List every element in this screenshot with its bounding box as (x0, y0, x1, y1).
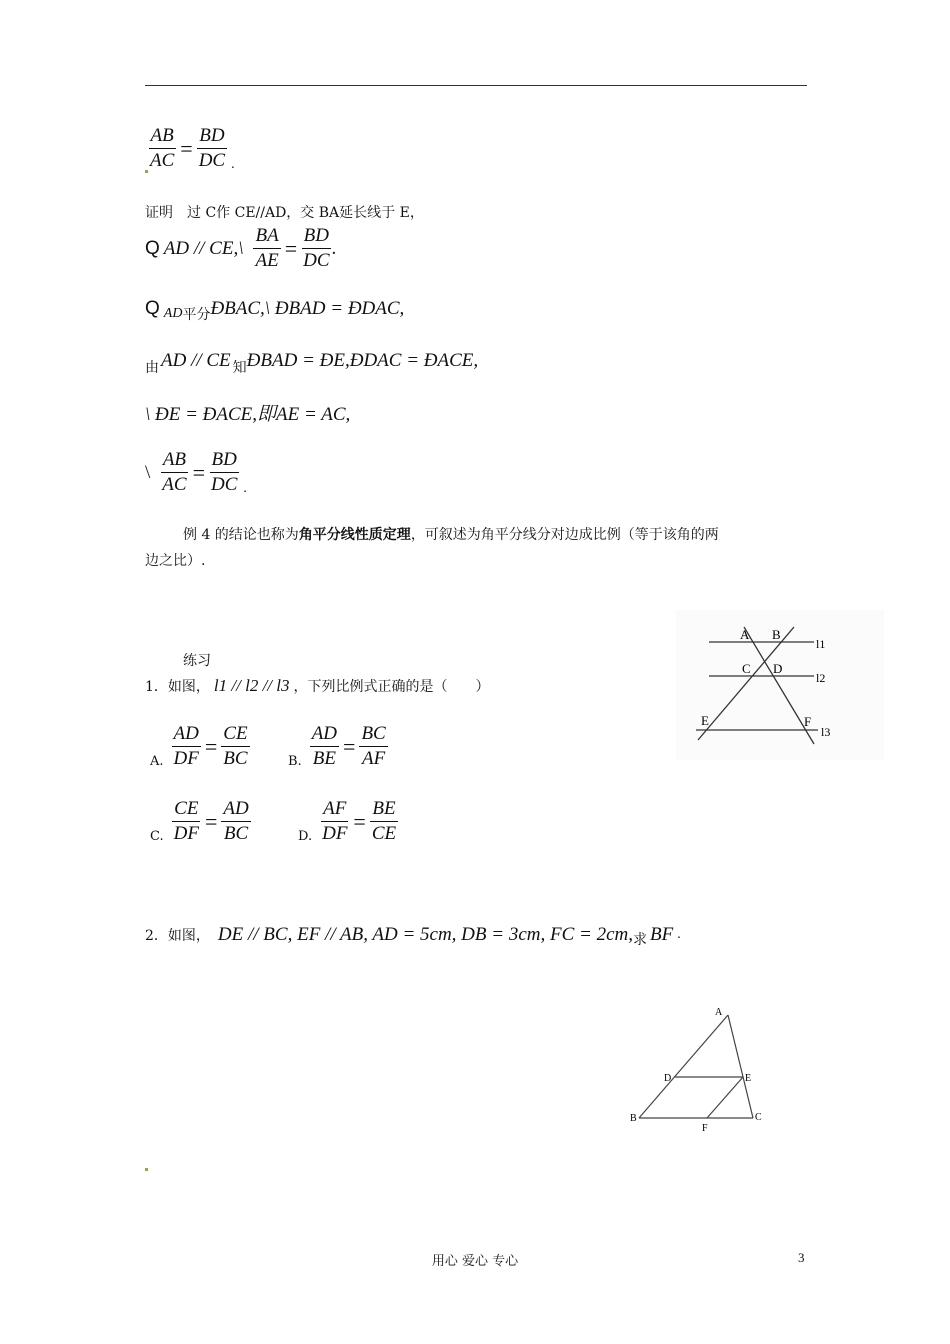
fraction (301, 224, 331, 273)
numerator: AD (310, 722, 339, 747)
option-label: A. (150, 754, 164, 769)
denominator: DF (173, 823, 199, 844)
math-text: \ ÐE = ÐACE,即AE = AC, (145, 404, 351, 425)
denominator: AC (150, 150, 175, 171)
label-a: A (740, 627, 750, 642)
question-number: 1．如图， (145, 679, 210, 695)
fraction (148, 124, 176, 173)
proof-step-5 (145, 448, 247, 497)
equals-sign: = (192, 459, 205, 485)
fraction (172, 722, 201, 771)
numerator: AD (221, 797, 250, 822)
theorem-paragraph (145, 522, 815, 574)
fraction (209, 448, 239, 497)
numerator: CE (221, 722, 249, 747)
proof-step-4 (145, 399, 350, 426)
option-label: C. (150, 829, 164, 844)
proof-step-3 (145, 350, 479, 376)
label-e: E (701, 713, 709, 728)
fraction (197, 124, 227, 173)
math-text: l1 // l2 // l3 (213, 676, 290, 695)
label-d: D (773, 661, 783, 676)
math-text: AD // CE (161, 350, 231, 371)
header-rule (145, 85, 807, 86)
option-d[interactable] (298, 797, 398, 846)
math-text: AD // CE,\ (163, 237, 244, 259)
chinese-text: 求 (633, 932, 647, 948)
denominator: DF (322, 823, 348, 844)
question-1 (145, 676, 489, 696)
denominator: AC (162, 474, 187, 495)
footer-motto: 用心 爱心 专心 (431, 1254, 519, 1269)
denominator: AE (255, 250, 279, 271)
option-c[interactable] (150, 797, 251, 846)
fraction (310, 722, 339, 771)
label-d: D (664, 1073, 672, 1084)
fraction (253, 224, 280, 273)
denominator: CE (371, 823, 397, 844)
marker-dot (145, 170, 148, 173)
side-ac (728, 1015, 753, 1118)
page-number: 3 (798, 1250, 805, 1265)
because-symbol: Q (145, 298, 160, 319)
period: . (677, 927, 681, 942)
fraction (370, 797, 398, 846)
label-b: B (772, 627, 781, 642)
proof-heading: 证明 过 C作 CE//AD，交 BA延长线于 E， (145, 205, 424, 221)
numerator: AB (149, 124, 176, 149)
numerator: BE (370, 797, 397, 822)
fraction (221, 722, 249, 771)
option-label: D. (298, 829, 313, 844)
option-a[interactable] (150, 722, 250, 771)
denominator: DF (173, 748, 199, 769)
denominator: BE (312, 748, 336, 769)
exercise-title: 练习 (183, 653, 211, 669)
marker-dot (145, 1168, 148, 1171)
label-c: C (755, 1112, 762, 1123)
label-c: C (742, 661, 751, 676)
numerator: BD (197, 124, 226, 149)
chinese-text: 由 (145, 360, 159, 376)
equals-sign: = (204, 733, 218, 759)
denominator: DC (303, 250, 330, 271)
math-text: BF (650, 924, 674, 945)
question-number: 2．如图， (145, 928, 210, 944)
fraction (320, 797, 349, 846)
theorem-name: 角平分线性质定理 (298, 527, 411, 543)
theorem-prefix: 例 4 的结论也称为 (183, 527, 299, 543)
equals-sign: = (180, 135, 193, 161)
chinese-text: 知 (232, 360, 247, 376)
equals-sign: = (353, 808, 366, 834)
math-text: ÐBAD = ÐE,ÐDAC = ÐACE, (246, 350, 479, 371)
denominator: BC (223, 748, 248, 769)
math-text: AD (163, 306, 183, 321)
equals-sign: = (343, 733, 356, 759)
denominator: AF (361, 748, 386, 769)
equals-sign: = (204, 808, 218, 834)
fraction (172, 797, 201, 846)
math-text: ÐBAC,\ ÐBAD = ÐDAC, (210, 298, 405, 319)
equals-sign: = (284, 235, 298, 261)
numerator: AB (161, 448, 188, 473)
numerator: BC (359, 722, 387, 747)
theorem-suffix: ，可叙述为角平分线分对边成比例（等于该角的两 (410, 527, 719, 543)
label-l3: l3 (821, 725, 831, 739)
numerator: BA (253, 224, 280, 249)
period: . (231, 157, 235, 172)
label-e: E (745, 1073, 752, 1084)
math-text: DE // BC, EF // AB, AD = 5cm, DB = 3cm, FC = 2cm, (217, 924, 633, 945)
numerator: AF (321, 797, 348, 822)
numerator: BD (302, 224, 331, 249)
fraction (359, 722, 387, 771)
therefore-symbol: \ (145, 461, 151, 483)
chinese-text: 平分 (182, 307, 211, 323)
label-l2: l2 (816, 671, 826, 685)
label-l1: l1 (816, 637, 826, 651)
segment-ef (707, 1077, 743, 1118)
question-2 (145, 924, 681, 946)
label-f: F (804, 714, 812, 729)
fraction (221, 797, 250, 846)
period: . (243, 481, 247, 496)
option-b[interactable] (288, 722, 388, 771)
period: . (331, 237, 337, 259)
side-ab (639, 1015, 728, 1118)
numerator: BD (210, 448, 239, 473)
label-f: F (702, 1123, 708, 1134)
denominator: DC (198, 150, 226, 171)
question-text: ，下列比例式正确的是（ ） (293, 679, 490, 695)
label-a: A (715, 1007, 723, 1018)
denominator: BC (223, 823, 249, 844)
fraction (160, 448, 188, 497)
triangle-figure (625, 1000, 775, 1135)
theorem-line2: 边之比）. (145, 553, 206, 569)
option-label: B. (288, 754, 302, 769)
proof-step-1 (145, 224, 336, 273)
denominator: DC (210, 474, 238, 495)
proof-step-2 (145, 298, 405, 323)
numerator: CE (172, 797, 200, 822)
parallel-lines-figure (676, 610, 884, 760)
numerator: AD (172, 722, 201, 747)
because-symbol: Q (145, 237, 160, 259)
label-b: B (630, 1113, 637, 1124)
result-equation (148, 124, 235, 173)
